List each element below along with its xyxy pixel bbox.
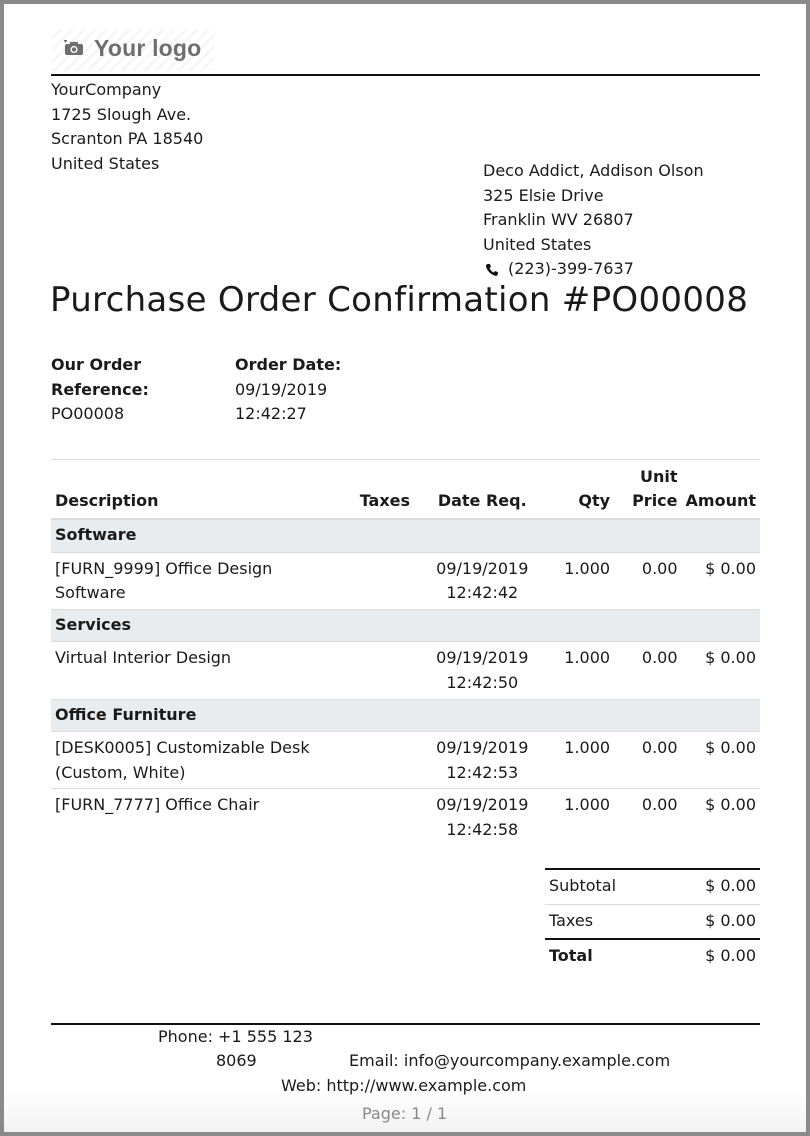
section-name: Services xyxy=(51,609,760,642)
table-header-row xyxy=(51,460,760,520)
order-reference-value: PO00008 xyxy=(51,404,125,424)
line-description xyxy=(51,789,342,846)
line-description-text: Virtual Interior Design xyxy=(55,648,232,668)
section-row xyxy=(51,699,760,732)
totals-table xyxy=(545,868,760,974)
line-taxes xyxy=(342,642,414,699)
vendor-street: 325 Elsie Drive xyxy=(483,185,604,205)
line-description-text: [FURN_9999] Office Design Software xyxy=(55,558,273,603)
footer-email: Email: info@yourcompany.example.com xyxy=(349,1051,671,1070)
footer-phone-line-1: Phone: +1 555 123 xyxy=(158,1027,313,1046)
line-time: 12:42:53 xyxy=(446,762,519,782)
table-row xyxy=(51,642,760,699)
line-taxes xyxy=(342,789,414,846)
line-date-req xyxy=(414,789,550,846)
company-address xyxy=(51,78,203,176)
col-unit-price xyxy=(614,460,681,520)
line-qty: 1.000 xyxy=(551,552,615,609)
line-unit-price: 0.00 xyxy=(614,642,681,699)
col-description: Description xyxy=(51,460,342,520)
order-date-block xyxy=(235,353,341,427)
line-description xyxy=(51,552,342,609)
line-taxes xyxy=(342,732,414,789)
page-number: Page: 1 / 1 xyxy=(362,1104,448,1123)
line-amount: $ 0.00 xyxy=(682,732,760,789)
line-time: 12:42:50 xyxy=(446,672,519,692)
subtotal-row xyxy=(545,869,760,904)
order-reference-block xyxy=(51,353,149,427)
line-amount: $ 0.00 xyxy=(682,642,760,699)
col-unit-price-line-2: Price xyxy=(632,491,678,511)
order-time-value: 12:42:27 xyxy=(235,404,307,424)
col-amount: Amount xyxy=(682,460,760,520)
company-country: United States xyxy=(51,153,160,173)
document-page xyxy=(4,4,806,1132)
table-row xyxy=(51,789,760,846)
subtotal-label: Subtotal xyxy=(545,869,665,904)
line-description-text: [DESK0005] Customizable Desk xyxy=(55,738,310,758)
line-description xyxy=(51,642,342,699)
line-time: 12:42:58 xyxy=(446,819,519,839)
line-taxes xyxy=(342,552,414,609)
col-taxes: Taxes xyxy=(342,460,414,520)
line-date-req xyxy=(414,642,550,699)
line-description-text: [FURN_7777] Office Chair xyxy=(55,795,260,815)
taxes-value: $ 0.00 xyxy=(665,904,760,939)
camera-icon xyxy=(64,40,84,56)
vendor-phone: (223)-399-7637 xyxy=(508,259,634,279)
total-label: Total xyxy=(549,946,593,966)
vendor-country: United States xyxy=(483,234,592,254)
phone-icon xyxy=(485,263,499,277)
section-name: Software xyxy=(51,519,760,552)
table-row xyxy=(51,552,760,609)
order-reference-label-2: Reference: xyxy=(51,379,149,399)
vendor-city: Franklin WV 26807 xyxy=(483,210,634,230)
order-date-label: Order Date: xyxy=(235,355,342,374)
document-title: Purchase Order Confirmation #PO00008 xyxy=(50,280,749,320)
line-date: 09/19/2019 xyxy=(436,795,529,815)
line-date-req xyxy=(414,552,550,609)
vendor-address xyxy=(483,159,704,282)
section-row xyxy=(51,609,760,642)
vendor-phone-row xyxy=(483,257,704,282)
line-description xyxy=(51,732,342,789)
company-name: YourCompany xyxy=(51,80,162,99)
company-city: Scranton PA 18540 xyxy=(51,129,204,149)
line-qty: 1.000 xyxy=(564,795,611,815)
col-unit-price-line-1: Unit xyxy=(640,466,678,486)
table-row xyxy=(51,732,760,789)
order-lines-table xyxy=(51,459,760,846)
line-date-req xyxy=(414,732,550,789)
section-row xyxy=(51,519,760,552)
line-amount: $ 0.00 xyxy=(705,795,756,815)
order-reference-label-1: Our Order xyxy=(51,355,142,374)
company-logo xyxy=(52,29,214,71)
line-qty: 1.000 xyxy=(551,732,615,789)
order-date-value: 09/19/2019 xyxy=(235,379,328,399)
line-time: 12:42:42 xyxy=(446,583,519,603)
vendor-name: Deco Addict, Addison Olson xyxy=(483,161,704,180)
line-unit-price: 0.00 xyxy=(614,732,681,789)
logo-text: Your logo xyxy=(94,35,202,61)
line-description-variant: (Custom, White) xyxy=(55,762,186,782)
subtotal-value: $ 0.00 xyxy=(665,869,760,904)
col-qty: Qty xyxy=(551,460,615,520)
total-row xyxy=(545,939,760,974)
line-unit-price: 0.00 xyxy=(614,552,681,609)
line-date: 09/19/2019 xyxy=(436,558,529,578)
total-value: $ 0.00 xyxy=(705,946,756,966)
taxes-row xyxy=(545,904,760,939)
line-date: 09/19/2019 xyxy=(436,738,529,758)
section-name: Office Furniture xyxy=(51,699,760,732)
taxes-label: Taxes xyxy=(545,904,665,939)
line-date: 09/19/2019 xyxy=(436,648,529,668)
footer-website: Web: http://www.example.com xyxy=(281,1076,527,1095)
col-date-req: Date Req. xyxy=(414,460,550,520)
footer-phone-line-2: 8069 xyxy=(216,1051,257,1070)
header-divider xyxy=(51,74,760,76)
line-unit-price: 0.00 xyxy=(641,795,678,815)
company-street: 1725 Slough Ave. xyxy=(51,104,192,124)
line-amount: $ 0.00 xyxy=(682,552,760,609)
line-qty: 1.000 xyxy=(551,642,615,699)
